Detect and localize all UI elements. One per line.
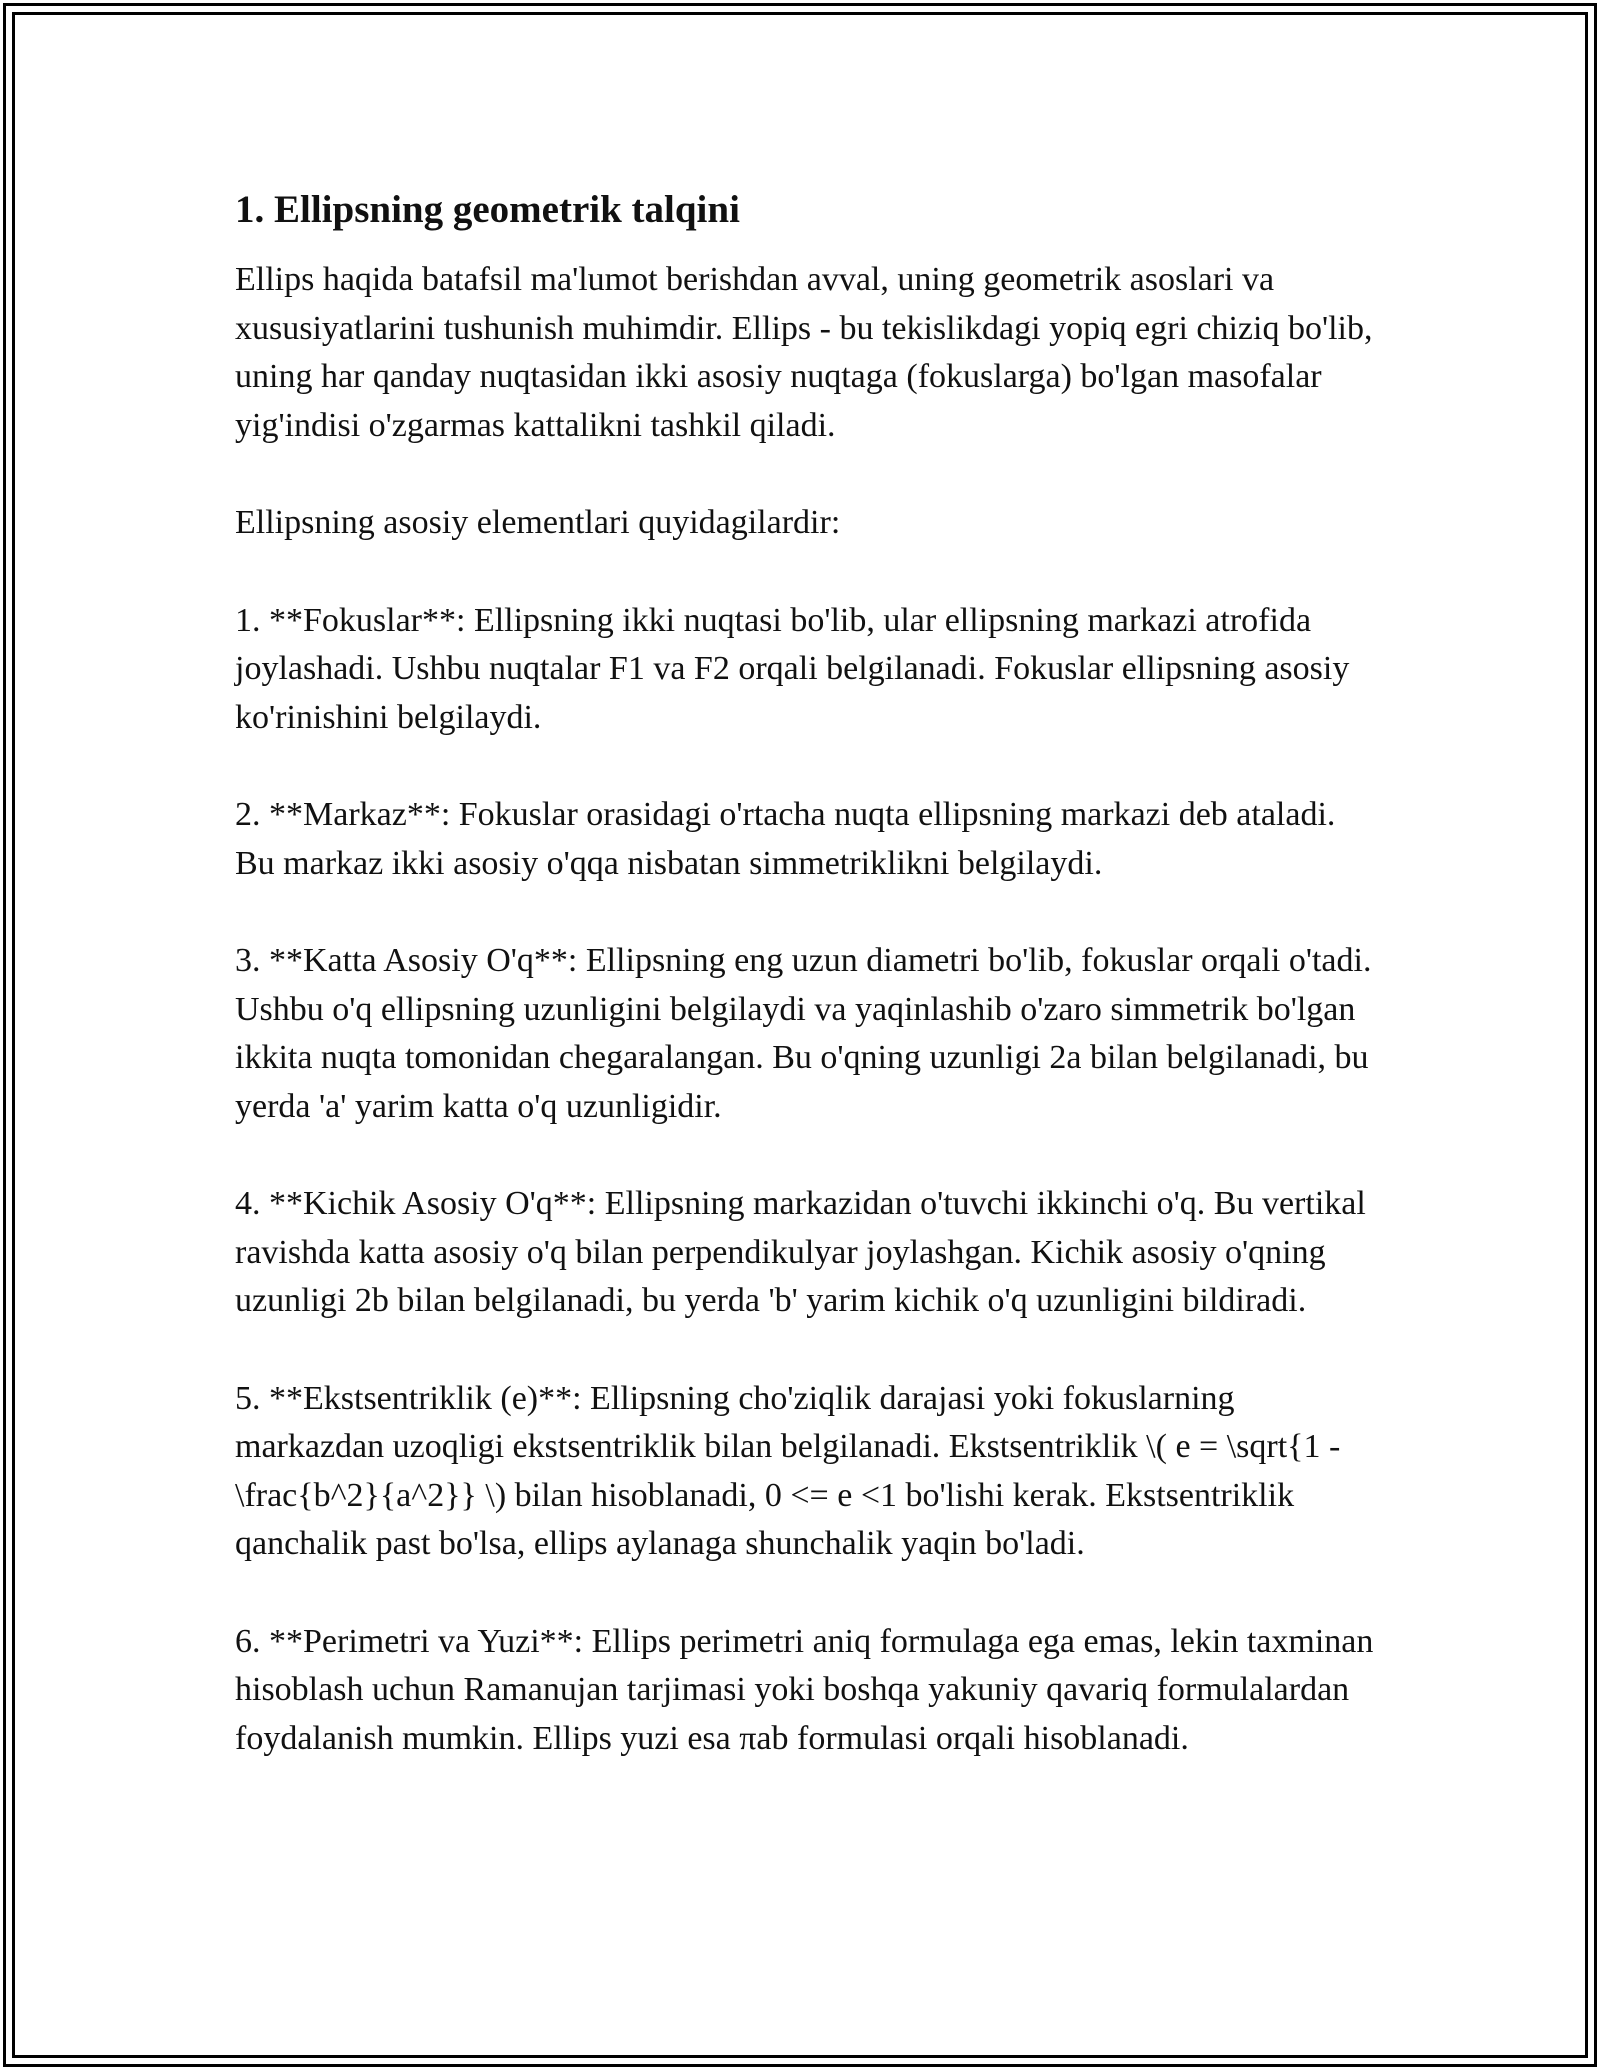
intro-paragraph: Ellips haqida batafsil ma'lumot berishdan avval, uning geometrik asoslari va xususiyatlarini tushunish muhimdir. Ellips - bu tekislikdagi yopiq egri chiziq bo'lib, uning har qanday nuqtasidan ikki asosiy nuqtaga (fokuslarga) bo'lgan masofalar yig'indisi o'zgarmas kattalikni tashkil qiladi. [235, 261, 1373, 444]
list-item-major-axis: 3. **Katta Asosiy O'q**: Ellipsning eng uzun diametri bo'lib, fokuslar orqali o'tadi. Ushbu o'q ellipsning uzunligini belgilaydi va yaqinlashib o'zaro simmetrik bo'lgan ikkita nuqta tomonidan chegaralangan. Bu o'qning uzunligi 2a bilan belgilanadi, bu yerda 'a' yarim katta o'q uzunligidir. [235, 942, 1372, 1125]
list-item-eccentricity: 5. **Ekstsentriklik (e)**: Ellipsning cho'ziqlik darajasi yoki fokuslarning markazdan uzoqligi ekstsentriklik bilan belgilanadi. Ekstsentriklik \( e = \sqrt{1 - \frac{b^2}{a^2}} \) bilan hisoblanadi, 0 <= e <1 bo'lishi kerak. Ekstsentriklik qanchalik past bo'lsa, ellips aylanaga shunchalik yaqin bo'ladi. [235, 1379, 1341, 1562]
document-body [235, 186, 1375, 1763]
elements-intro-paragraph: Ellipsning asosiy elementlari quyidagilardir: [235, 504, 841, 541]
section-heading: 1. Ellipsning geometrik talqini [235, 188, 740, 231]
list-item-foci: 1. **Fokuslar**: Ellipsning ikki nuqtasi bo'lib, ular ellipsning markazi atrofida joylashadi. Ushbu nuqtalar F1 va F2 orqali belgilanadi. Fokuslar ellipsning asosiy ko'rinishini belgilaydi. [235, 601, 1350, 736]
list-item-perimeter-area: 6. **Perimetri va Yuzi**: Ellips perimetri aniq formulaga ega emas, lekin taxminan hisoblash uchun Ramanujan tarjimasi yoki boshqa yakuniy qavariq formulalardan foydalanish mumkin. Ellips yuzi esa πab formulasi orqali hisoblanadi. [235, 1622, 1374, 1757]
list-item-center: 2. **Markaz**: Fokuslar orasidagi o'rtacha nuqta ellipsning markazi deb ataladi. Bu markaz ikki asosiy o'qqa nisbatan simmetriklikni belgilaydi. [235, 796, 1336, 882]
list-item-minor-axis: 4. **Kichik Asosiy O'q**: Ellipsning markazidan o'tuvchi ikkinchi o'q. Bu vertikal ravishda katta asosiy o'q bilan perpendikulyar joylashgan. Kichik asosiy o'qning uzunligi 2b bilan belgilanadi, bu yerda 'b' yarim kichik o'q uzunligini bildiradi. [235, 1185, 1366, 1319]
